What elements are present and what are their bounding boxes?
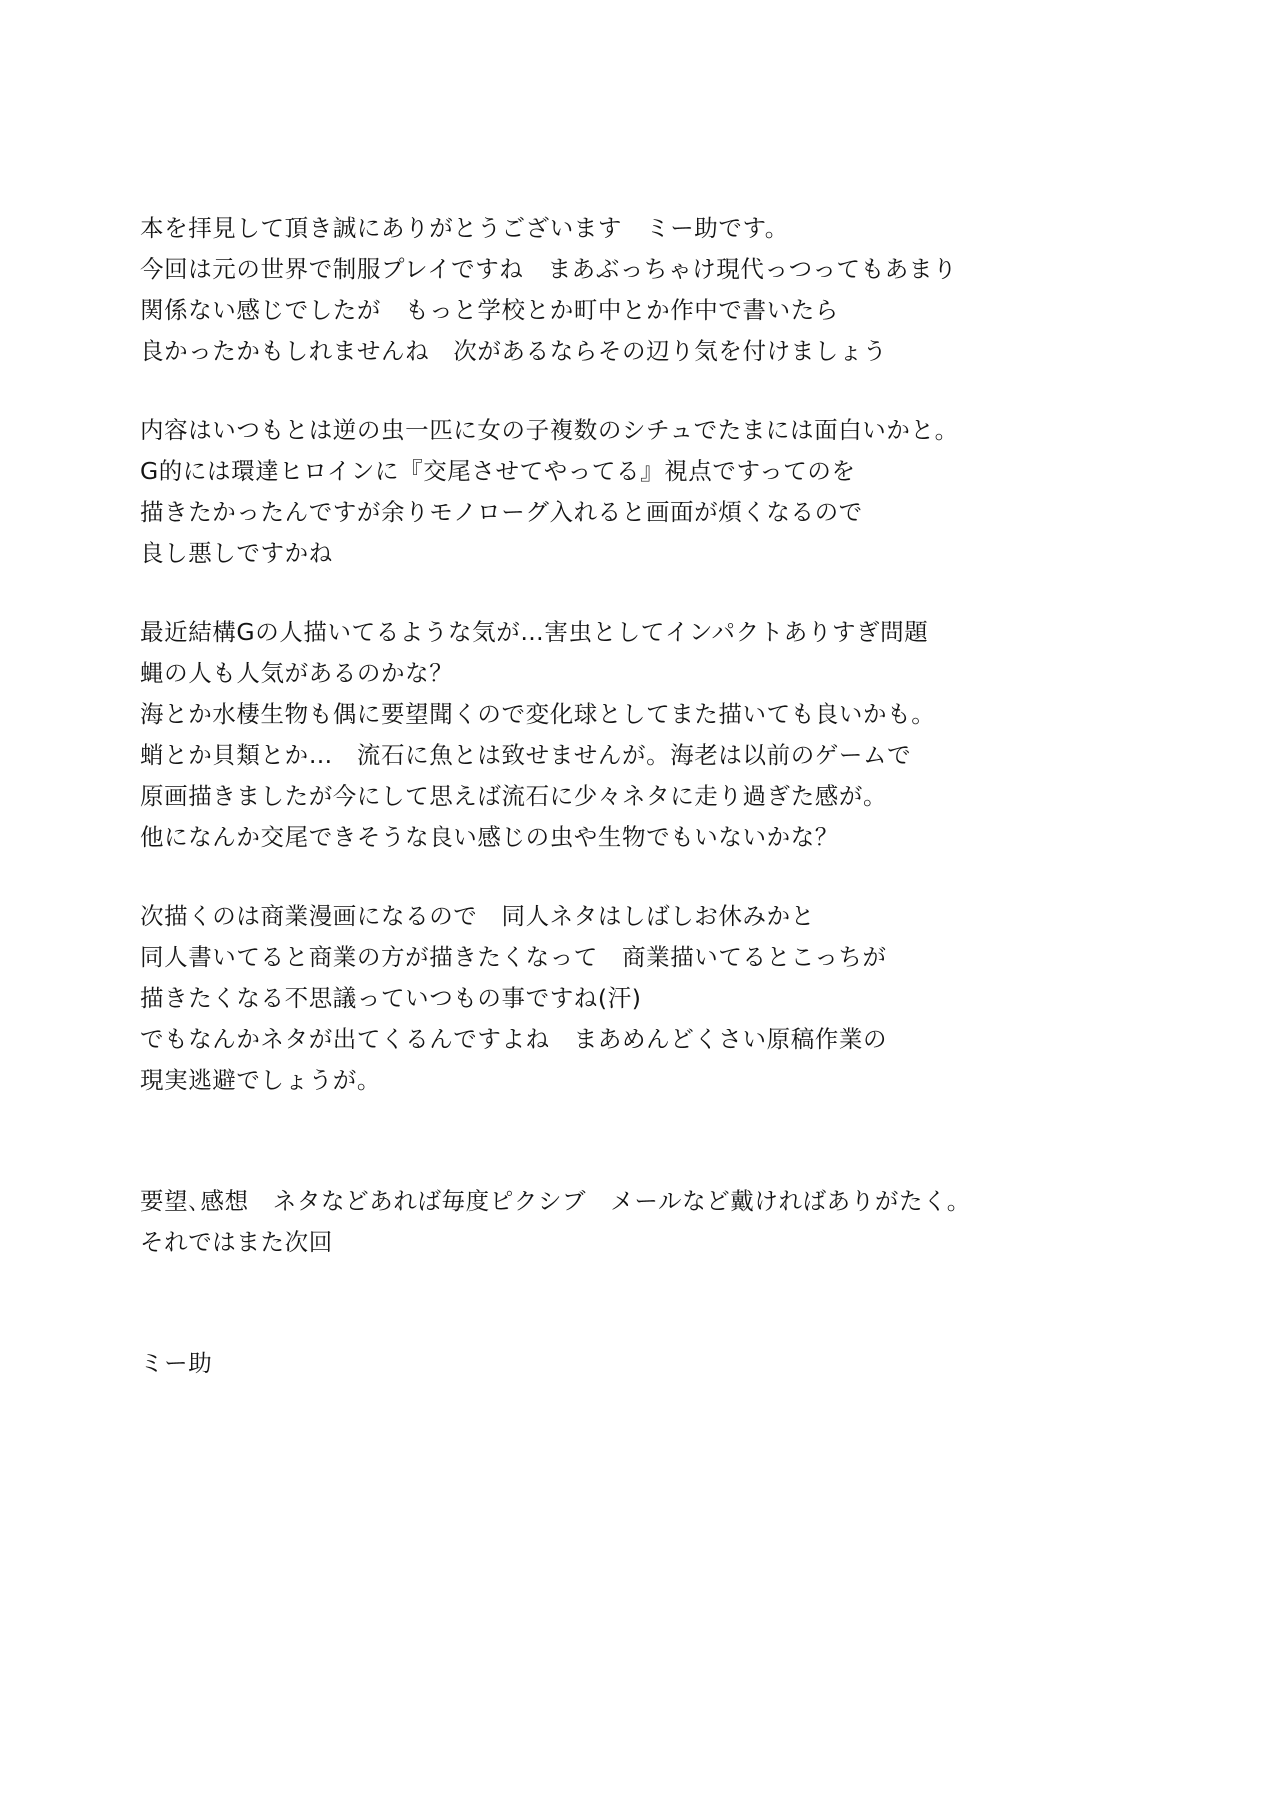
text-line: G的には環達ヒロインに『交尾させてやってる』視点ですってのを bbox=[140, 457, 856, 485]
paragraph-insect-topic bbox=[140, 612, 1140, 858]
text-line: 関係ない感じでしたが もっと学校とか町中とか作中で書いたら bbox=[140, 296, 839, 324]
author-signature: ミー助 bbox=[140, 1349, 213, 1377]
paragraph-spacer bbox=[140, 1139, 1140, 1181]
text-line: 描きたかったんですが余りモノローグ入れると画面が煩くなるので bbox=[140, 498, 863, 526]
text-line: 蛸とか貝類とか… 流石に魚とは致せませんが。海老は以前のゲームで bbox=[140, 741, 912, 769]
text-line: 今回は元の世界で制服プレイですね まあぶっちゃけ現代っつってもあまり bbox=[140, 255, 958, 283]
text-line: 現実逃避でしょうが。 bbox=[140, 1066, 381, 1094]
text-line: 海とか水棲生物も偶に要望聞くので変化球としてまた描いても良いかも。 bbox=[140, 700, 936, 728]
text-line: 同人書いてると商業の方が描きたくなって 商業描いてるとこっちが bbox=[140, 943, 887, 971]
text-line: 本を拝見して頂き誠にありがとうございます ミー助です。 bbox=[140, 214, 789, 242]
paragraph-greeting bbox=[140, 208, 1140, 372]
text-line: 蝿の人も人気があるのかな？ bbox=[140, 659, 454, 687]
text-line: 良し悪しですかね bbox=[140, 539, 333, 567]
signature-spacer bbox=[140, 1301, 1140, 1343]
text-line: 最近結構Gの人描いてるような気が…害虫としてインパクトありすぎ問題 bbox=[140, 618, 929, 646]
text-line: 良かったかもしれませんね 次があるならその辺り気を付けましょう bbox=[140, 337, 888, 365]
text-line: 他になんか交尾できそうな良い感じの虫や生物でもいないかな？ bbox=[140, 823, 839, 851]
text-line: 次描くのは商業漫画になるので 同人ネタはしばしお休みかと bbox=[140, 902, 815, 930]
text-line: でもなんかネタが出てくるんですよね まあめんどくさい原稿作業の bbox=[140, 1025, 888, 1053]
afterword-text-block bbox=[140, 208, 1140, 1384]
text-line: 内容はいつもとは逆の虫一匹に女の子複数のシチュでたまには面白いかと。 bbox=[140, 416, 959, 444]
text-line: それではまた次回 bbox=[140, 1228, 333, 1256]
text-line: 要望､感想 ネタなどあれば毎度ピクシブ メールなど戴ければありがたく。 bbox=[140, 1187, 971, 1215]
text-line: 描きたくなる不思議っていつもの事ですね(汗) bbox=[140, 984, 642, 1012]
paragraph-next-work bbox=[140, 896, 1140, 1101]
paragraph-content-notes bbox=[140, 410, 1140, 574]
text-line: 原画描きましたが今にして思えば流石に少々ネタに走り過ぎた感が。 bbox=[140, 782, 888, 810]
paragraph-closing bbox=[140, 1181, 1140, 1263]
